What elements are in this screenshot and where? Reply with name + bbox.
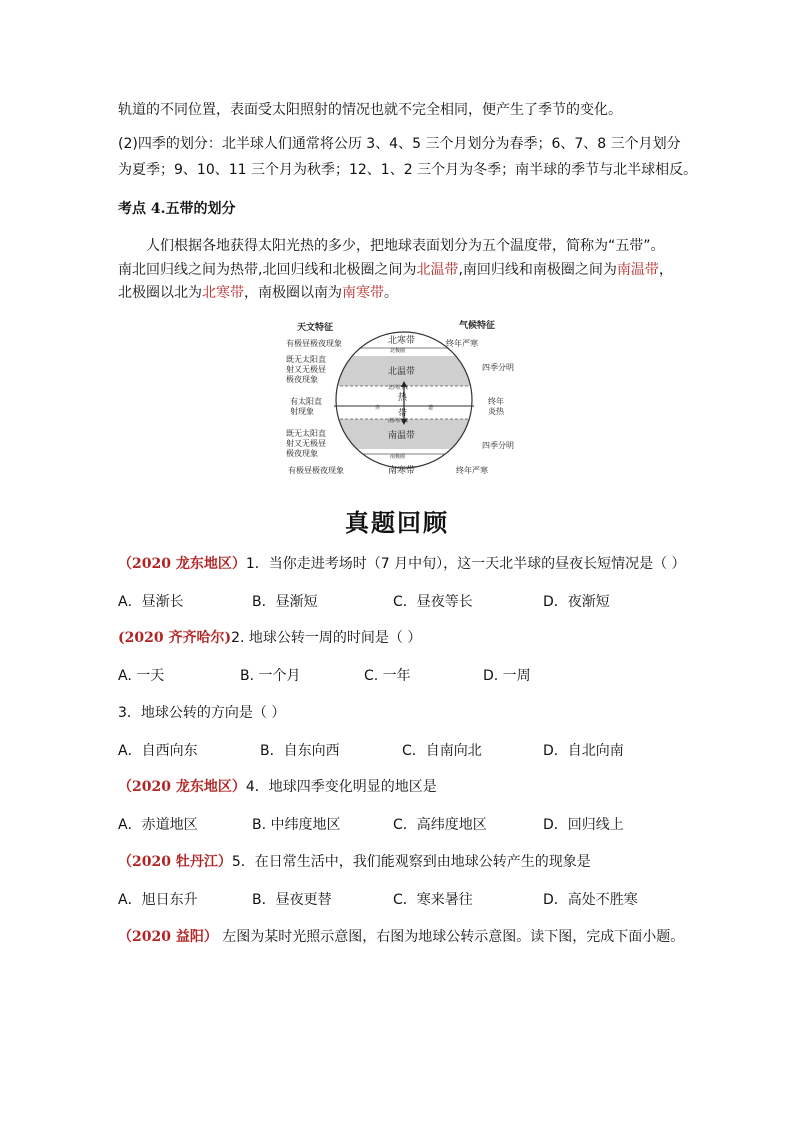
kaodian-paragraph-1: 人们根据各地获得太阳光热的多少，把地球表面划分为五个温度带，简称为“五带”。 [146, 238, 665, 254]
kaodian-paragraph-2 [118, 260, 673, 280]
question-3-option-b[interactable]: B．自东向西 [260, 743, 340, 759]
question-4-source: （2020 龙东地区） [118, 779, 246, 795]
left-feature-3a: 有太阳直 [290, 397, 322, 406]
zone-south-temperate: 南温带 [388, 431, 416, 441]
five-zones-diagram [270, 318, 520, 482]
p2-text-a: 南北回归线之间为热带,北回归线和北极圈之间为 [118, 262, 417, 278]
question-1-source: （2020 龙东地区） [118, 556, 246, 572]
south-temperate-label: 南温带 [616, 262, 659, 278]
left-feature-3b: 射现象 [290, 407, 314, 416]
question-1-stem: 1．当你走进考场时（7 月中旬），这一天北半球的昼夜长短情况是（ ） [245, 556, 686, 572]
question-4-option-d[interactable]: D．回归线上 [543, 817, 624, 833]
line-label-cancer: 北回归线 [388, 385, 409, 391]
question-4-stem: 4．地球四季变化明显的地区是 [245, 779, 437, 795]
intro-line-2: (2)四季的划分：北半球人们通常将公历 3、4、5 三个月划分为春季；6、7、8 三个月划分 [118, 136, 681, 152]
p3-text-e: 。 [384, 285, 398, 301]
zone-north-temperate: 北温带 [388, 367, 416, 377]
question-5 [118, 852, 591, 872]
zone-torrid-1: 热 [398, 393, 408, 403]
right-title: 气候特征 [459, 321, 496, 331]
question-4-option-b[interactable]: B. 中纬度地区 [252, 817, 341, 833]
zone-north-frigid: 北寒带 [388, 336, 416, 346]
question-2-option-d[interactable]: D. 一周 [483, 668, 531, 684]
question-5-option-a[interactable]: A．旭日东升 [118, 892, 198, 908]
question-5-stem: 5．在日常生活中，我们能观察到由地球公转产生的现象是 [231, 854, 591, 870]
question-2-stem: 2. 地球公转一周的时间是（ ） [231, 630, 422, 646]
question-5-option-d[interactable]: D．高处不胜寒 [543, 892, 638, 908]
left-feature-2c: 极夜现象 [286, 375, 318, 384]
p3-text-c: ，南极圈以南为 [244, 285, 342, 301]
left-feature-2a: 既无太阳直 [286, 355, 326, 364]
question-1-option-a[interactable]: A．昼渐长 [118, 594, 184, 610]
question-1 [118, 554, 686, 574]
question-5-source: （2020 牡丹江） [118, 854, 232, 870]
line-label-capricorn: 南回归线 [388, 418, 409, 424]
p3-text-a: 北极圈以北为 [118, 285, 202, 301]
left-title: 天文特征 [297, 323, 334, 333]
left-feature-4a: 既无太阳直 [286, 429, 326, 438]
intro-line-3: 为夏季；9、10、11 三个月为秋季；12、1、2 三个月为冬季；南半球的季节与北半球相反。 [118, 162, 698, 178]
question-1-option-d[interactable]: D．夜渐短 [543, 594, 610, 610]
question-3 [118, 703, 285, 723]
right-feature-4: 四季分明 [482, 441, 514, 450]
question-1-option-b[interactable]: B．昼渐短 [252, 594, 318, 610]
question-2 [118, 628, 421, 648]
p2-text-e: ， [658, 262, 673, 278]
zone-south-frigid: 南寒带 [388, 466, 416, 476]
question-2-source: (2020 齐齐哈尔) [118, 630, 232, 646]
question-3-option-d[interactable]: D．自北向南 [543, 743, 624, 759]
north-frigid-label: 北寒带 [202, 285, 244, 301]
left-feature-5: 有极昼极夜现象 [288, 466, 344, 475]
south-frigid-label: 南寒带 [342, 285, 384, 301]
kaodian-title: 考点 4.五带的划分 [118, 201, 236, 217]
question-4 [118, 777, 437, 797]
left-feature-4b: 射又无极昼 [286, 439, 326, 448]
question-2-option-b[interactable]: B. 一个月 [240, 668, 301, 684]
right-feature-3a: 终年 [488, 397, 504, 406]
north-temperate-label: 北温带 [416, 262, 459, 278]
question-3-option-c[interactable]: C．自南向北 [402, 743, 482, 759]
line-label-antarctic: 南极圈 [390, 454, 406, 460]
left-feature-2b: 射又无极昼 [286, 365, 326, 374]
question-1-option-c[interactable]: C．昼夜等长 [393, 594, 473, 610]
right-feature-3b: 炎热 [488, 407, 504, 416]
right-feature-1: 终年严寒 [446, 339, 478, 348]
line-label-arctic: 北极圈 [390, 348, 406, 354]
question-2-option-a[interactable]: A. 一天 [118, 668, 165, 684]
p2-text-c: ,南回归线和南极圈之间为 [458, 262, 617, 278]
question-2-option-c[interactable]: C. 一年 [364, 668, 411, 684]
line-label-equator-b: 道 [428, 405, 434, 411]
left-feature-4c: 极夜现象 [286, 449, 318, 458]
question-4-option-a[interactable]: A．赤道地区 [118, 817, 198, 833]
final-source: （2020 益阳） [118, 929, 218, 945]
right-feature-5: 终年严寒 [456, 466, 488, 475]
final-question-intro [118, 927, 684, 947]
question-3-stem: 3．地球公转的方向是（ ） [118, 705, 286, 721]
final-text: 左图为某时光照示意图，右图为地球公转示意图。读下图，完成下面小题。 [217, 929, 685, 945]
right-feature-2: 四季分明 [482, 363, 514, 372]
line-label-equator-a: 赤 [375, 405, 381, 411]
question-5-option-b[interactable]: B．昼夜更替 [252, 892, 332, 908]
zone-torrid-2: 带 [398, 409, 408, 419]
section-title: 真题回顾 [345, 508, 449, 537]
kaodian-paragraph-3 [118, 283, 398, 303]
question-3-option-a[interactable]: A．自西向东 [118, 743, 198, 759]
left-feature-1: 有极昼极夜现象 [286, 339, 342, 348]
intro-line-1: 轨道的不同位置，表面受太阳照射的情况也就不完全相同，便产生了季节的变化。 [118, 102, 622, 118]
question-5-option-c[interactable]: C．寒来暑往 [393, 892, 473, 908]
question-4-option-c[interactable]: C．高纬度地区 [393, 817, 487, 833]
